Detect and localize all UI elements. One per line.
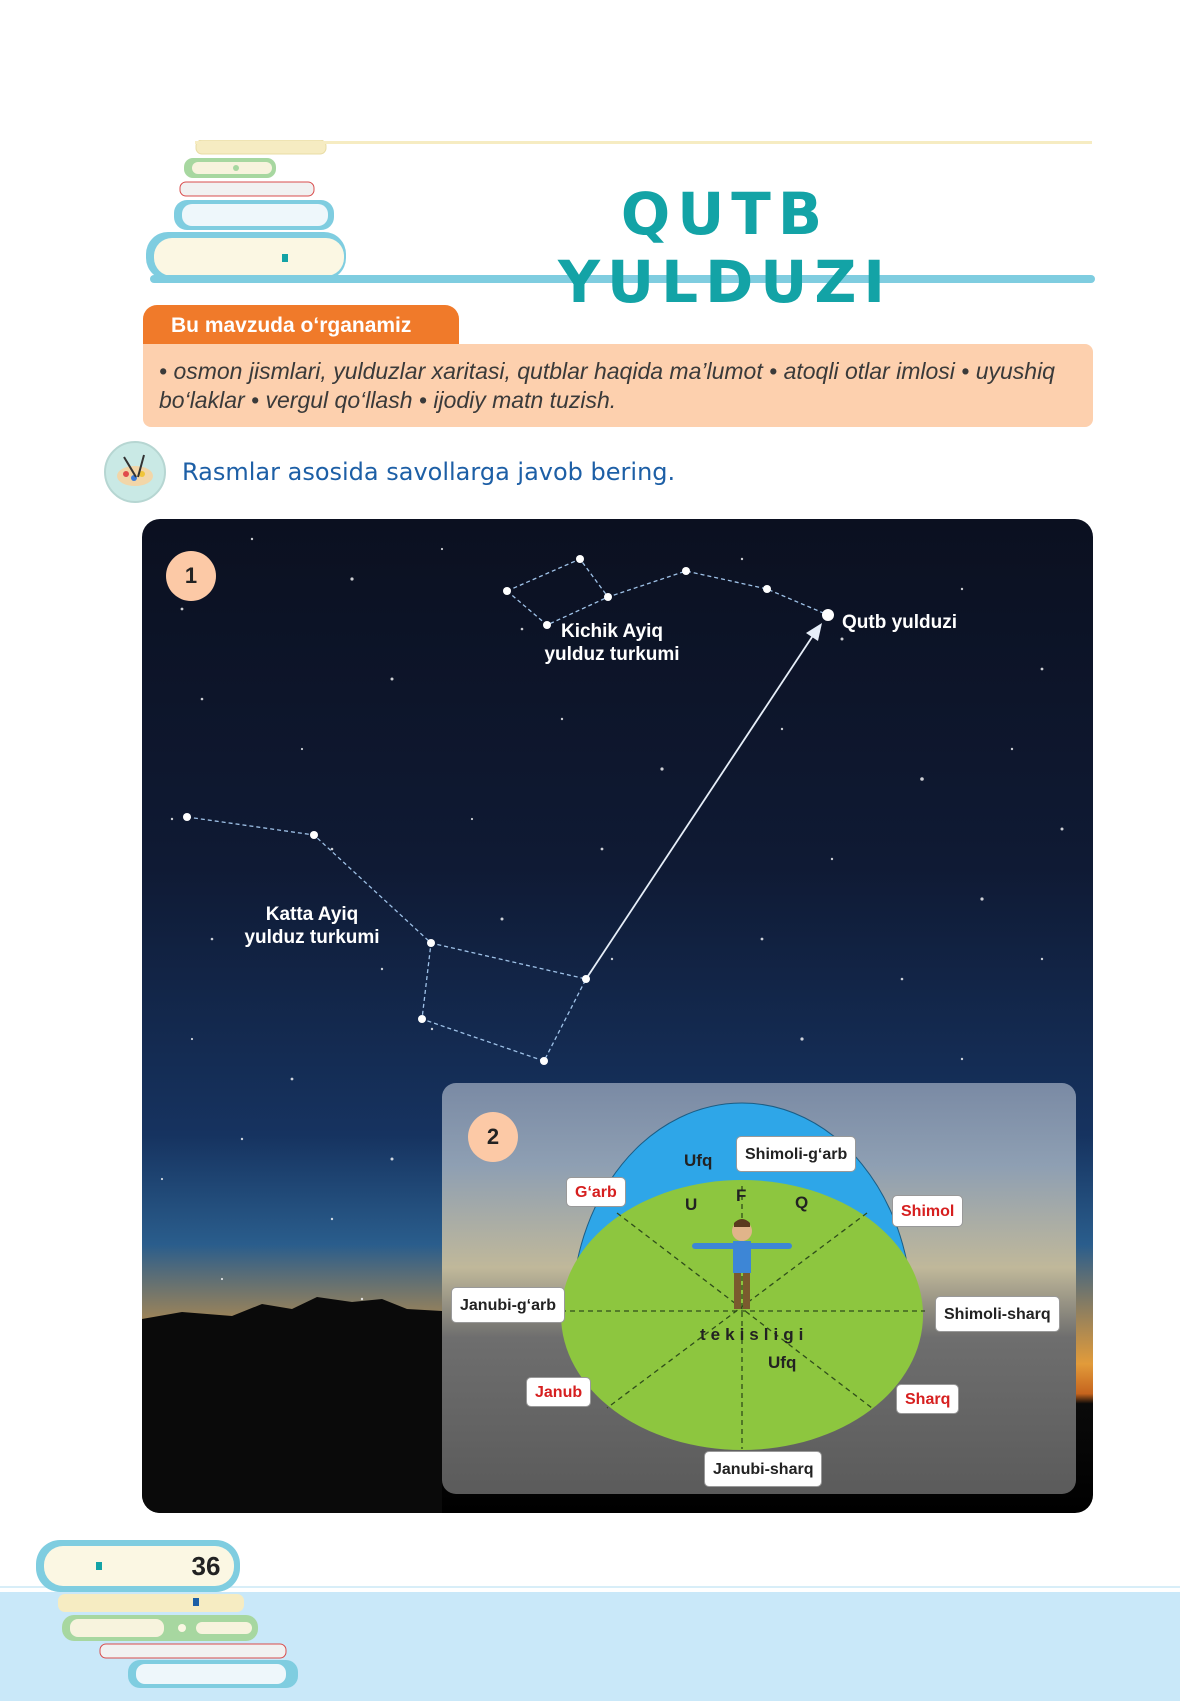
page-title: QUTB YULDUZI	[558, 180, 892, 316]
mountain-silhouette	[142, 1297, 442, 1513]
letter-u: U	[685, 1195, 698, 1214]
topic-tab: Bu mavzuda o‘rganamiz	[143, 305, 459, 345]
label-shimoli-sharq: Shimoli-sharq	[935, 1296, 1060, 1332]
little-dipper-label	[512, 620, 712, 666]
constellation-stars	[183, 555, 834, 1065]
big-dipper-label-line2: yulduz turkumi	[244, 927, 380, 948]
label-sharq: Sharq	[896, 1384, 959, 1414]
horizon-diagram-inset	[442, 1083, 1076, 1494]
little-dipper-label-line1: Kichik Ayiq	[560, 621, 664, 642]
figure2-number-badge: 2	[468, 1112, 518, 1162]
big-dipper-label	[222, 903, 402, 949]
big-dipper-label-line1: Katta Ayiq	[265, 904, 359, 925]
header-books-decoration	[140, 140, 350, 282]
task-instruction: Rasmlar asosida savollarga javob bering.	[182, 458, 676, 486]
constellation-lines	[187, 559, 828, 1061]
tekisligi-label: tekisligi	[700, 1325, 809, 1344]
pointer-arrow-line	[586, 631, 816, 979]
footer-books-decoration	[36, 1538, 306, 1701]
night-sky-figure	[142, 519, 1093, 1513]
little-dipper-label-line2: yulduz turkumi	[544, 644, 680, 665]
letter-f: F	[736, 1186, 747, 1205]
label-shimol: Shimol	[892, 1195, 963, 1227]
ufq-bottom-label: Ufq	[768, 1353, 797, 1372]
polaris-star	[822, 609, 834, 621]
figure-number-badge: 1	[166, 551, 216, 601]
label-janubi-sharq: Janubi-sharq	[704, 1451, 822, 1487]
label-janubi-garb: Janubi-g‘arb	[451, 1287, 565, 1323]
paint-palette-icon	[104, 441, 166, 503]
header-top-line	[195, 141, 1092, 144]
label-shimoli-garb: Shimoli-g‘arb	[736, 1136, 856, 1172]
topic-list: • osmon jismlari, yulduzlar xaritasi, qutblar haqida ma’lumot • atoqli otlar imlosi • uyushiq bo‘laklar • vergul qo‘llash • ijodiy matn tuzish.	[143, 344, 1093, 427]
polaris-label: Qutb yulduzi	[842, 612, 958, 633]
pointer-arrowhead	[806, 623, 822, 641]
label-garb: G‘arb	[566, 1177, 626, 1207]
ufq-top-label: Ufq	[684, 1151, 713, 1170]
letter-q: Q	[795, 1193, 809, 1212]
page-number: 36	[191, 1551, 221, 1581]
label-janub: Janub	[526, 1377, 591, 1407]
